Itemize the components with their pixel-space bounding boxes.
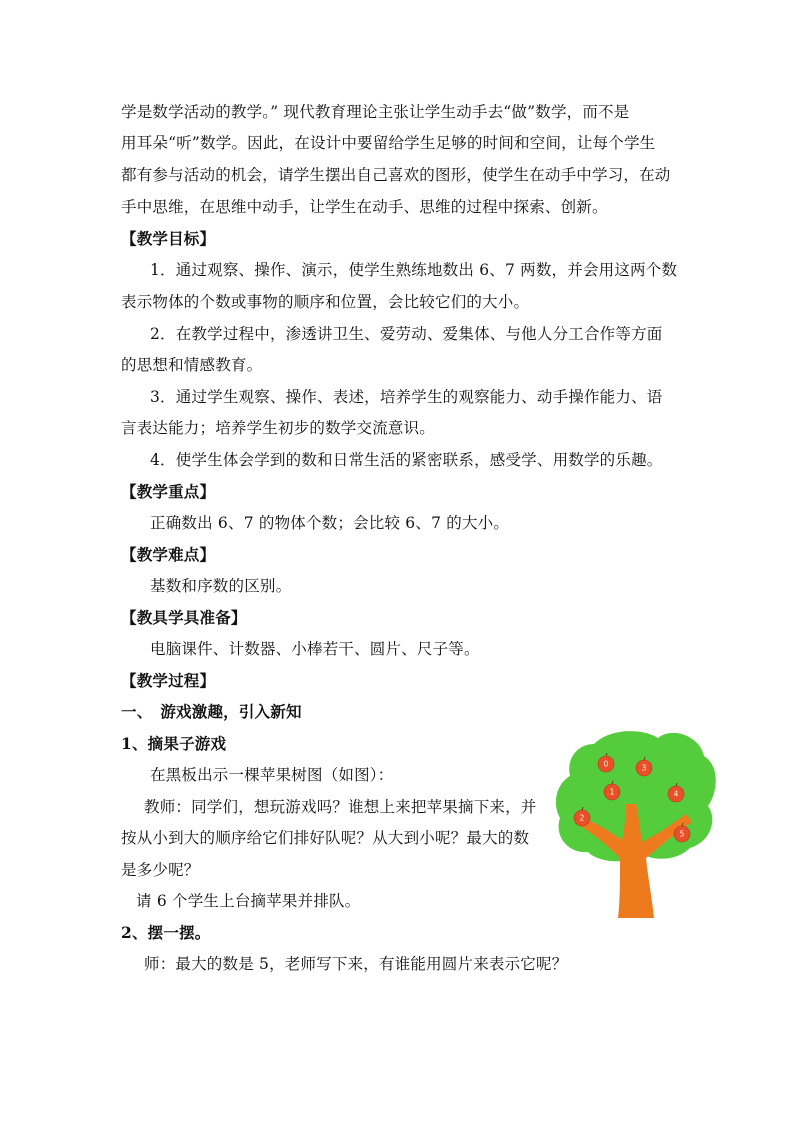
goal-line: 1．通过观察、操作、演示，使学生熟练地数出 6、7 两数，并会用这两个数 <box>150 261 678 279</box>
apple-number: 2 <box>579 813 585 823</box>
step1-line: 请 6 个学生上台摘苹果并排队。 <box>136 892 361 910</box>
paragraph-line: 都有参与活动的机会，请学生摆出自己喜欢的图形，使学生在动手中学习，在动 <box>121 166 671 184</box>
materials-text: 电脑课件、计数器、小棒若干、圆片、尺子等。 <box>150 640 480 658</box>
difficulties-text: 基数和序数的区别。 <box>150 577 292 595</box>
step1-title: 1、摘果子游戏 <box>121 734 227 753</box>
goal-line: 言表达能力；培养学生初步的数学交流意识。 <box>121 419 436 437</box>
process-heading: 【教学过程】 <box>121 671 216 690</box>
goal-line: 3．通过学生观察、操作、表述，培养学生的观察能力、动手操作能力、语 <box>150 388 663 406</box>
process-part1-title: 一、 游戏激趣，引入新知 <box>121 702 302 721</box>
step2-title: 2、摆一摆。 <box>121 923 211 942</box>
apple-number: 1 <box>609 787 615 797</box>
difficulties-heading: 【教学难点】 <box>121 545 216 564</box>
step1-line: 在黑板出示一棵苹果树图（如图）： <box>150 766 394 784</box>
apple-number: 3 <box>641 763 647 773</box>
apple-tree-illustration <box>554 722 720 920</box>
apple-number: 0 <box>603 759 609 769</box>
goal-line: 4．使学生体会学到的数和日常生活的紧密联系，感受学、用数学的乐趣。 <box>150 451 663 469</box>
step1-line: 按从小到大的顺序给它们排好队呢？从大到小呢？最大的数 <box>121 829 530 847</box>
goal-line: 2．在教学过程中，渗透讲卫生、爱劳动、爱集体、与他人分工合作等方面 <box>150 325 663 343</box>
key-points-heading: 【教学重点】 <box>121 482 216 501</box>
goal-line: 的思想和情感教育。 <box>121 356 263 374</box>
goals-heading: 【教学目标】 <box>121 229 216 248</box>
paragraph-line: 学是数学活动的教学。” 现代教育理论主张让学生动手去“做”数学，而不是 <box>121 103 630 121</box>
goal-line: 表示物体的个数或事物的顺序和位置，会比较它们的大小。 <box>121 293 530 311</box>
paragraph-line: 手中思维，在思维中动手，让学生在动手、思维的过程中探索、创新。 <box>121 198 608 216</box>
step1-line: 教师：同学们，想玩游戏吗？谁想上来把苹果摘下来，并 <box>144 798 537 816</box>
materials-heading: 【教具学具准备】 <box>121 608 247 627</box>
step1-line: 是多少呢？ <box>121 861 200 879</box>
step2-line: 师：最大的数是 5，老师写下来，有谁能用圆片来表示它呢？ <box>144 955 568 973</box>
key-points-text: 正确数出 6、7 的物体个数；会比较 6、7 的大小。 <box>150 514 510 532</box>
apple-number: 5 <box>679 829 685 839</box>
apple-number: 4 <box>673 789 679 799</box>
paragraph-line: 用耳朵“听”数学。因此，在设计中要留给学生足够的时间和空间，让每个学生 <box>121 134 656 152</box>
